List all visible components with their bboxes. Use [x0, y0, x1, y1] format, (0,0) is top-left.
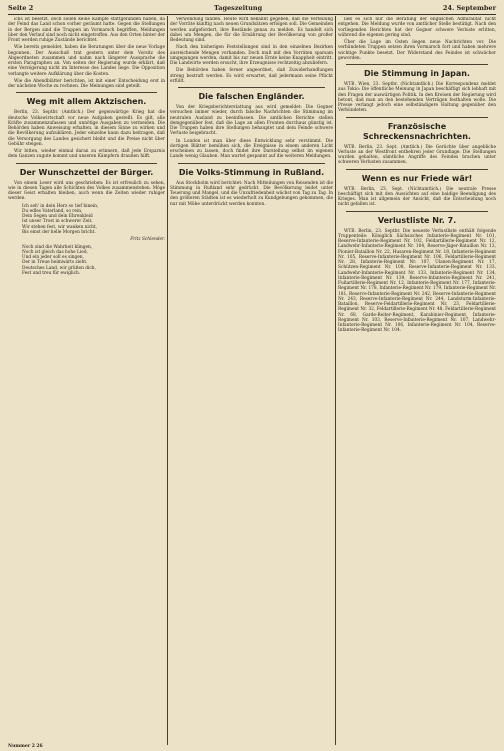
article-paragraph: WTB. Berlin, 23. Sept. (Amtlich.) Die Gerüchte über angebliche Verluste an der Westfront entbehren jeder Grundlage. Die Stellungen wurden gehalten, sämtliche Angriffe des Feindes brachen unter schweren Verlusten zusammen.: [338, 144, 496, 166]
article-paragraph: Die Behörden haben ferner angeordnet, daß Zuwiderhandlungen streng bestraft werden. Es wird erwartet, daß jedermann seine Pflicht erfüllt.: [170, 68, 333, 84]
section-rule: [346, 169, 488, 170]
article-paragraph: WTB. Berlin, 23. Septbr. Die neueste Verlustliste enthält folgende Truppenteile: Königlich Sächsisches Infanterie-Regiment Nr. 101, Reserve-Infanterie-Regiment Nr. 102, Feldartillerie-Regiment Nr. 12, Landwehr-Infanterie-Regiment Nr. 104, Reserve-Jäger-Bataillon Nr. 13, Pionier-Bataillon Nr. 22, Husaren-Regiment Nr. 18, Infanterie-Regiment Nr. 105, Reserve-Infanterie-Regiment Nr. 106, Feldartillerie-Regiment Nr. 28, Infanterie-Regiment Nr. 107, Ulanen-Regiment Nr. 17, Schützen-Regiment Nr. 108, Reserve-Infanterie-Regiment Nr. 133, Landwehr-Infanterie-Regiment Nr. 133, Infanterie-Regiment Nr. 134, Infanterie-Regiment Nr. 139, Reserve-Infanterie-Regiment Nr. 241, Fußartillerie-Regiment Nr. 12, Infanterie-Regiment Nr. 177, Infanterie-Regiment Nr. 178, Infanterie-Regiment Nr. 179, Infanterie-Regiment Nr. 181, Reserve-Infanterie-Regiment Nr. 242, Reserve-Infanterie-Regiment Nr. 243, Reserve-Infanterie-Regiment Nr. 244, Landsturm-Infanterie-Bataillon, Reserve-Feldartillerie-Regiment Nr. 23, Feldartillerie-Regiment Nr. 32, Feldartillerie-Regiment Nr. 48, Feldartillerie-Regiment Nr. 68, Garde-Reiter-Regiment, Karabinier-Regiment, Infanterie-Regiment Nr. 103, Reserve-Infanterie-Regiment Nr. 107, Landwehr-Infanterie-Regiment Nr. 106, Infanterie-Regiment Nr. 104, Reserve-Infanterie-Regiment Nr. 104.: [338, 228, 496, 334]
poem-stanza: Noch sind die Wahrheit klingen, Noch ist gleich das hohe Lied, Und ein jeder soll es singen, Der in Treue heimwärts zieht. Deutsches Land, wir grüßen dich, Fest und treu für ewiglich.: [22, 244, 96, 277]
page-header: [8, 2, 496, 14]
article-paragraph: Von der Kriegsberichterstattung aus wird gemeldet: Die Gegner versuchen immer wieder, durch falsche Nachrichten die Stimmung im neutralen Ausland zu beeinflussen. Die amtlichen Berichte stellen demgegenüber fest, daß die Lage an allen Fronten durchaus günstig ist. Die Truppen haben ihre Stellungen behauptet und dem Feinde schwere Verluste beigebracht.: [170, 105, 333, 137]
article-paragraph: Wir bitten, wieder einmal daran zu erinnern, daß jede Ersparnis dem Ganzen zugute kommt und unseren Kämpfern draußen hilft.: [8, 149, 165, 160]
article-paragraph: WTB. Berlin, 23. Sept. (Nichtamtlich.) Die neutrale Presse beschäftigt sich mit den Aussichten auf eine baldige Beendigung des Krieges. Man ist allgemein der Ansicht, daß die Entscheidung noch nicht gefallen ist.: [338, 186, 496, 208]
section-rule: [16, 163, 157, 164]
section-rule: [346, 64, 488, 65]
section-rule: [346, 211, 488, 212]
section-rule: [346, 117, 488, 118]
article-headline: Die falschen Engländer.: [198, 92, 305, 101]
section-rule: [178, 163, 325, 164]
article-paragraph: ließ es sich nur die Beratung der englischen Admiralität nicht entgehen. Die Meldung wurde von amtlicher Stelle bestätigt. Nach den vorliegenden Berichten hat der Gegner schwere Verluste erlitten, während die eigenen gering sind.: [338, 17, 496, 38]
column-3: [338, 17, 496, 745]
article-paragraph: WTB. Wien, 23. Septbr. (Nichtamtlich.) Die Korrespondenz meldet aus Tokio: Die öffentliche Meinung in Japan beschäftigt sich lebhaft mit den Fragen der auswärtigen Politik. In den Kreisen der Regierung wird betont, daß man an den bestehenden Verträgen festhalten wolle. Die Presse verlangt jedoch eine selbständigere Haltung gegenüber den Verbündeten.: [338, 82, 496, 114]
column-1: [8, 17, 165, 745]
page-footer: Nummer 2 26: [8, 744, 43, 749]
article-paragraph: Wie bereits gemeldet, haben die Beratungen über die neue Vorlage begonnen. Der Ausschuß trat gestern unter dem Vorsitz des Abgeordneten zusammen und nahm nach längerer Aussprache die ersten Paragraphen an. Von seiten der Regierung wurde erklärt, daß eine Verzögerung nicht im Interesse des Landes liege. Die Opposition verlangte weitere Aufklärung über die Kosten.: [8, 45, 165, 77]
article-paragraph: ichs ist besetzt, doch sollen keine Kämpfe stattgefunden haben, da der Feind das Land schon vorher geräumt hatte. Gegen die Stellungen in der Bergen sind die Truppen im Vormarsch begriffen, Meldungen über den Verlauf sind noch nicht eingetroffen. Aus den Orten hinter der Front werden ruhige Zustände berichtet.: [8, 17, 165, 43]
section-rule: [16, 92, 157, 93]
page-number: Seite 2: [8, 4, 34, 12]
article-paragraph: Von einem Leser wird uns geschrieben: Es ist erfreulich zu sehen, wie in diesen Tagen alle Schichten des Volkes zusammenstehen. Möge dieser Geist erhalten bleiben, auch wenn die Zeiten wieder ruhiger werden.: [8, 180, 165, 202]
column-2: [170, 17, 333, 745]
article-headline: Wenn es nur Friede wär!: [361, 173, 473, 183]
article-paragraph: Über die Lage im Osten liegen neue Nachrichten vor. Die verbündeten Truppen setzen ihren Vormarsch fort und haben mehrere wichtige Punkte besetzt. Der Widerstand des Feindes ist schwächer geworden.: [338, 40, 496, 61]
column-divider: [335, 16, 336, 745]
article-paragraph: Aus Stockholm wird berichtet: Nach Mitteilungen von Reisenden ist die Stimmung in Rußland sehr gedrückt. Die Bevölkerung leidet unter Teuerung und Mangel, und die Unzufriedenheit wächst von Tag zu Tag. In den größeren Städten ist es wiederholt zu Kundgebungen gekommen, die nur mit Mühe unterdrückt werden konnten.: [170, 180, 333, 207]
section-rule: [178, 87, 325, 88]
article-paragraph: Berlin, 23. Septbr. (Amtlich.) Der gegenwärtige Krieg hat die deutsche Volkswirtschaft vor neue Aufgaben gestellt. Es gilt, alle Kräfte zusammenzufassen und unnötige Ausgaben zu vermeiden. Die Behörden haben Anweisung erhalten, in diesem Sinne zu wirken und die Bevölkerung aufzuklären. Jeder einzelne kann dazu beitragen, daß die Versorgung des Landes gesichert bleibt und die Preise nicht über Gebühr steigen.: [8, 110, 165, 147]
article-paragraph: Verwendung fanden. Heute wird bekannt gegeben, daß die Verteilung der Vorräte künftig nach neuen Grundsätzen erfolgen soll. Die Gemeinden werden aufgefordert, ihre Bestände genau zu melden. Es handelt sich dabei um Mengen, die für die Ernährung der Bevölkerung von großer Bedeutung sind.: [170, 17, 333, 43]
article-headline: Verlustliste Nr. 7.: [377, 215, 457, 225]
article-headline: Französische Schreckensnachrichten.: [363, 121, 471, 141]
column-divider: [167, 16, 168, 745]
article-headline: Weg mit allem Aktzischen.: [26, 97, 147, 107]
article-paragraph: Nach den bisherigen Feststellungen sind in den einzelnen Bezirken ausreichende Mengen vorhanden. Doch muß mit den Vorräten sparsam umgegangen werden, damit bis zur neuen Ernte keine Knappheit eintritt. Die Landwirte werden ersucht, ihre Erzeugnisse rechtzeitig abzuliefern.: [170, 45, 333, 66]
article-headline: Die Volks-Stimmung in Rußland.: [178, 167, 325, 177]
article-paragraph: In London ist man über diese Entwicklung sehr verstimmt. Die dortigen Blätter bemühen sich, die Ereignisse in einem anderen Licht erscheinen zu lassen, doch findet ihre Darstellung selbst im eigenen Lande wenig Glauben. Man wartet gespannt auf die weiteren Meldungen.: [170, 138, 333, 160]
page-date: 24. September: [442, 4, 496, 12]
article-headline: Die Stimmung in Japan.: [364, 69, 470, 78]
article-headline: Der Wunschzettel der Bürger.: [19, 167, 154, 177]
header-rule: [8, 14, 496, 15]
article-paragraph: Wie die Abendblätter berichten, ist mit einer Entscheidung erst in der nächsten Woche zu rechnen. Die Meinungen sind geteilt.: [8, 78, 165, 89]
poem-signature: Fritz Schlender.: [130, 237, 165, 243]
poem-stanza: Ich seh' in dein Herz so tief hinein, Du edles Vaterland, so rein, Dein Segen und dein Ehrenkleid Ist unser Trost in schwerer Zeit. Wir stehen fest, wir wanken nicht, Bis einst der helle Morgen bricht.: [22, 203, 99, 235]
paper-name: Tageszeitung: [214, 4, 263, 12]
